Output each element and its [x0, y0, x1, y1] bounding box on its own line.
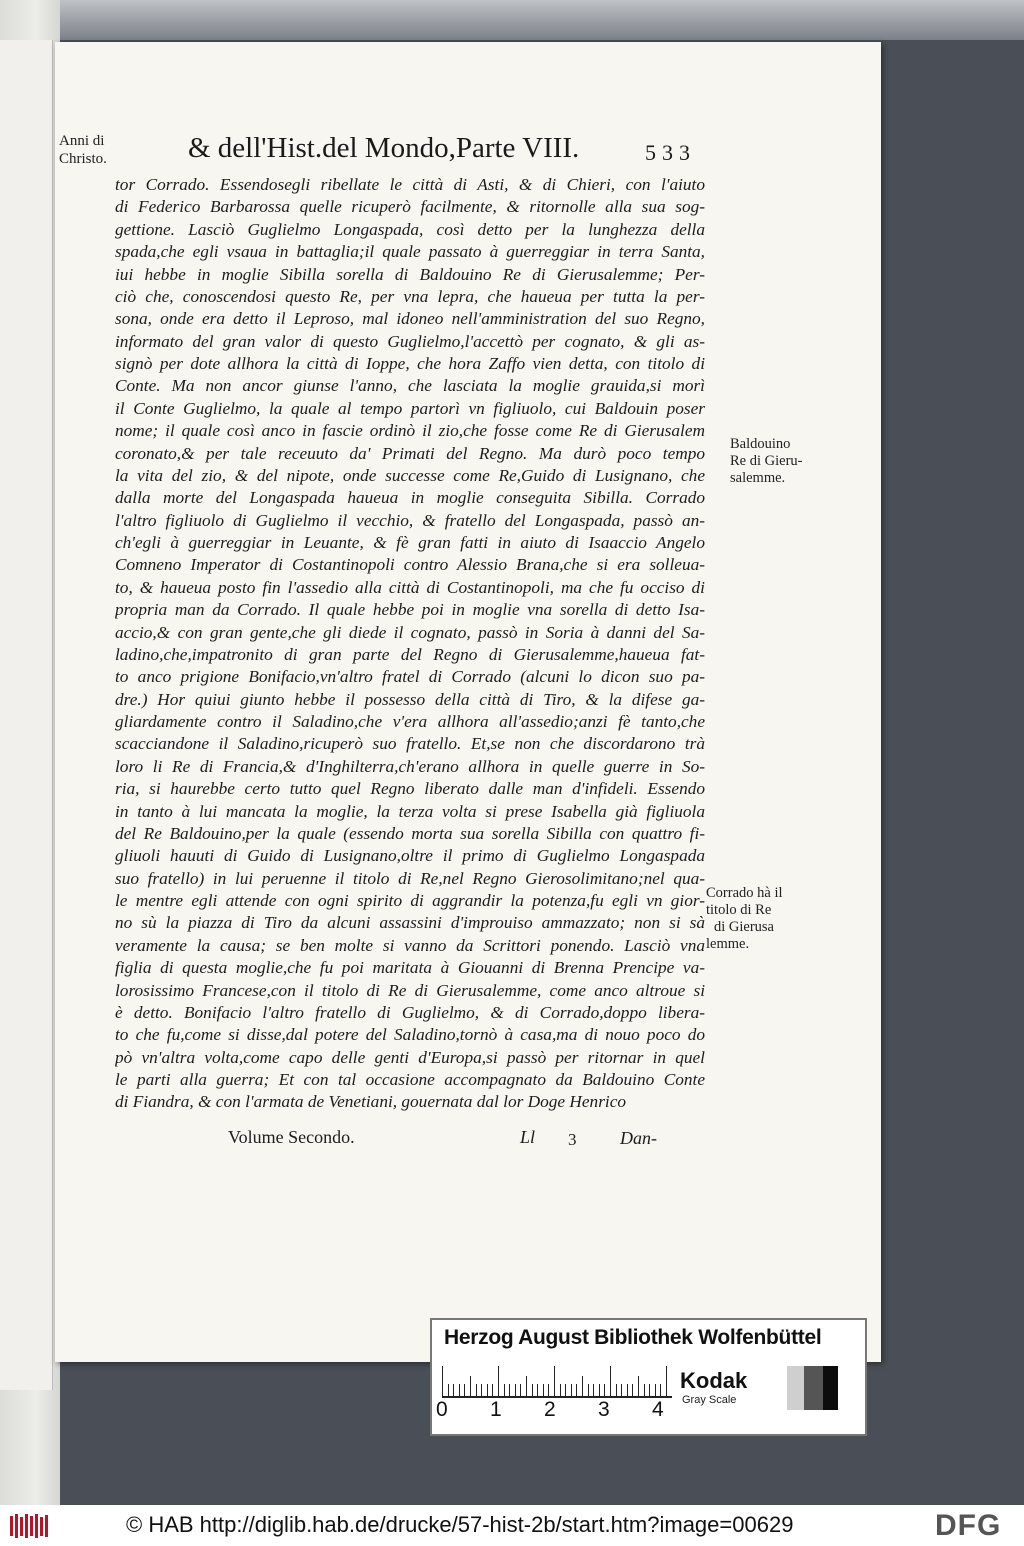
text-line: Conte. Ma non ancor giunse l'anno, che lasciata la moglie grauida,si morì — [115, 376, 705, 396]
ruler-tick — [666, 1366, 667, 1396]
text-line: l'altro figliuolo di Guglielmo il vecchio, & fratello del Longaspada, passò an- — [115, 510, 705, 530]
ruler-tick — [537, 1384, 538, 1396]
ruler-tick — [520, 1384, 521, 1396]
text-line: figlia di questa moglie,che fu poi maritata à Giouanni di Brenna Prencipe va- — [115, 958, 705, 978]
ruler-number: 1 — [490, 1398, 502, 1421]
margin-note-baldouino — [730, 436, 802, 487]
ruler-tick — [621, 1384, 622, 1396]
text-line: sona, onde era detto il Leproso, mal idoneo nell'amministration del suo Regno, — [115, 309, 705, 329]
ruler-tick — [532, 1384, 533, 1396]
ruler-number: 3 — [598, 1398, 610, 1421]
text-line: le parti alla guerra; Et con tal occasione accompagnato da Baldouino Conte — [115, 1070, 705, 1089]
text-line: scacciandone il Saladino,ricuperò suo fratello. Et,se non che discordarono trà — [115, 734, 705, 754]
margin-note-line: di Gierusa — [714, 919, 774, 935]
text-line: loro li Re di Francia,& d'Inghilterra,ch'erano allhora in quelle guerre in So- — [115, 756, 705, 776]
text-line: il Conte Guglielmo, la quale al tempo partorì vn figliuolo, cui Baldouin poser — [115, 398, 705, 418]
calibration-target — [430, 1318, 867, 1436]
book-page — [55, 42, 881, 1362]
ruler-tick — [604, 1384, 605, 1396]
text-line: le mentre egli attende con ogni spirito di aggrandir la potenza,fu egli vn gior- — [115, 891, 705, 910]
ruler-tick — [565, 1384, 566, 1396]
text-line: è detto. Bonifacio l'altro fratello di Guglielmo, & di Corrado,doppo libera- — [115, 1002, 705, 1022]
ruler-tick — [492, 1384, 493, 1396]
gray-swatch-dark — [823, 1366, 838, 1410]
text-line: lorosissimo Francese,con il titolo di Re di Gierusalemme, come anco altroue si — [115, 980, 705, 1000]
ruler-tick — [476, 1384, 477, 1396]
ruler-tick — [644, 1384, 645, 1396]
ruler-tick — [459, 1384, 460, 1396]
ruler-tick — [616, 1384, 617, 1396]
scanner-background-top — [0, 0, 1024, 40]
text-line: pò vn'altra volta,come capo delle genti d'Europa,si passò per ritornar in quel — [115, 1047, 705, 1067]
ruler-tick — [442, 1366, 443, 1396]
sidehead-line: Christo. — [59, 151, 107, 167]
sidehead-line: Anni di — [59, 133, 105, 149]
ruler-tick — [504, 1384, 505, 1396]
library-name: Herzog August Bibliothek Wolfenbüttel — [444, 1326, 822, 1349]
ruler-tick — [548, 1384, 549, 1396]
ruler-tick — [593, 1384, 594, 1396]
scale-ruler — [442, 1366, 672, 1398]
running-title: & dell'Hist.del Mondo,Parte VIII. — [188, 132, 580, 164]
ruler-tick — [655, 1384, 656, 1396]
ruler-tick — [464, 1384, 465, 1396]
text-line: Comneno Imperator di Costantinopoli contro Alessio Brana,che si era solleua- — [115, 555, 705, 575]
sidehead — [59, 132, 107, 168]
footer-signature: Ll — [520, 1127, 536, 1147]
text-line: gliardamente contro il Saladino,che v'era allhora all'assedio;anzi fè tanto,che — [115, 712, 705, 731]
text-line: la vita del zio, & del nipote, onde successe come Re,Guido di Lusignano, che — [115, 465, 705, 485]
text-line: dalla morte del Longaspada haueua in moglie conseguita Sibilla. Corrado — [115, 488, 705, 508]
text-line: in tanto à lui mancata la moglie, la terza volta si prese Isabella già figliuola — [115, 801, 705, 821]
ruler-number: 4 — [652, 1398, 664, 1421]
ruler-tick — [515, 1384, 516, 1396]
ruler-tick — [481, 1384, 482, 1396]
text-line: dre.) Hor quiui giunto hebbe il possesso della città di Tiro, & la difese ga- — [115, 689, 705, 709]
text-line: gliuoli hauuti di Guido di Lusignano,oltre il primo di Guglielmo Longaspada — [115, 846, 705, 866]
text-line: ria, si haurebbe certo tutto quel Regno liberato dalle man d'infideli. Essendo — [115, 779, 705, 799]
margin-note-line: Baldouino — [730, 436, 791, 452]
kodak-logo: Kodak — [680, 1368, 748, 1393]
ruler-number: 2 — [544, 1398, 556, 1421]
ruler-tick — [627, 1384, 628, 1396]
ruler-tick — [576, 1384, 577, 1396]
text-line: to che fu,come si disse,dal potere del Saladino,tornò à casa,ma di nouo poco do — [115, 1025, 705, 1045]
margin-note-line: Corrado hà il — [706, 885, 783, 901]
text-line: di Federico Barbarossa quelle ricuperò facilmente, & ritornolle alla sua sog- — [115, 197, 705, 217]
ruler-tick — [560, 1384, 561, 1396]
ruler-numbers — [436, 1398, 676, 1424]
ruler-tick — [487, 1384, 488, 1396]
text-line: to anco prigione Bonifacio,vn'altro fratel di Corrado (alcuni lo dicon suo pa- — [115, 667, 705, 687]
ruler-tick — [660, 1384, 661, 1396]
text-line: informato del gran valor di questo Guglielmo,l'accettò per cognato, & gli as- — [115, 331, 705, 351]
text-line: di Fiandra, & con l'armata de Venetiani, gouernata dal lor Doge Henrico — [115, 1092, 627, 1112]
dfg-logo: DFG — [935, 1509, 1002, 1542]
source-url[interactable]: © HAB http://diglib.hab.de/drucke/57-hist-2b/start.htm?image=00629 — [126, 1512, 794, 1537]
footer-catchword: Dan- — [620, 1128, 657, 1148]
ruler-tick — [526, 1376, 527, 1396]
ruler-tick — [543, 1384, 544, 1396]
gray-swatch-mid — [804, 1366, 823, 1410]
footer-volume: Volume Secondo. — [228, 1127, 355, 1147]
text-line: gettione. Lasciò Guglielmo Longaspada, così detto per la lunghezza della — [115, 219, 705, 239]
text-line: ladino,che,impatronito di gran parte del Regno di Gierusalemme,haueua fat- — [115, 644, 705, 664]
ruler-tick — [582, 1376, 583, 1396]
viewer-footer-bar — [0, 1505, 1024, 1546]
footer-signature-number: 3 — [568, 1130, 577, 1149]
text-line: ch'egli à guerreggiar in Leuante, & fè gran fatti in aiuto di Isaaccio Angelo — [115, 533, 705, 552]
margin-note-line: Re di Gieru- — [730, 453, 803, 469]
main-text-block — [115, 174, 705, 1114]
ruler-tick — [453, 1384, 454, 1396]
gray-scale-label: Gray Scale — [682, 1394, 737, 1406]
ruler-tick — [571, 1384, 572, 1396]
margin-note-line: lemme. — [706, 936, 750, 952]
ruler-number: 0 — [436, 1398, 448, 1421]
text-line: tor Corrado. Essendosegli ribellate le città di Asti, & di Chieri, con l'aiuto — [115, 175, 705, 194]
ruler-tick — [599, 1384, 600, 1396]
text-line: ciò che, conoscendosi questo Re, per vna lepra, che haueua per tutta la per- — [115, 286, 705, 306]
previous-page-edge — [0, 40, 53, 1390]
ruler-tick — [649, 1384, 650, 1396]
text-line: coronato,& per tale receuuto da' Primati del Regno. Ma durò poco tempo — [115, 443, 705, 463]
ruler-tick — [509, 1384, 510, 1396]
text-line: accio,& con gran gente,che gli diede il cognato, passò in Soria à danni del Sa- — [115, 622, 705, 642]
margin-note-line: titolo di Re — [706, 902, 772, 918]
margin-note-line: salemme. — [730, 470, 786, 486]
text-line: suo fratello) in lui peruenne il titolo di Re,nel Regno Gierosolimitano;nel qua- — [115, 868, 705, 888]
ruler-tick — [448, 1384, 449, 1396]
ruler-tick — [470, 1376, 471, 1396]
ruler-tick — [498, 1366, 499, 1396]
text-line: propria man da Corrado. Il quale hebbe poi in moglie vna sorella di detto Isa- — [115, 600, 705, 620]
text-line: spada,che egli vsaua in battaglia;il quale passato à guerreggiar in terra Santa, — [115, 242, 705, 262]
text-line: no sù la piazza di Tiro da alcuni assassini d'improuiso ammazzato; non si sà — [115, 913, 705, 933]
ruler-tick — [638, 1376, 639, 1396]
gray-swatch-light — [787, 1366, 804, 1410]
text-line: del Re Baldouino,per la quale (essendo morta sua sorella Sibilla con quattro fi- — [115, 823, 705, 843]
hab-logo-icon — [8, 1512, 50, 1540]
folio-number: 533 — [645, 140, 696, 165]
text-line: to, & haueua posto fin l'assedio alla città di Costantinopoli, ma che fu occiso di — [115, 577, 705, 597]
ruler-tick — [610, 1366, 611, 1396]
text-line: nome; il quale così anco in fascie ordinò il zio,che fosse come Re di Gierusalem — [115, 421, 705, 441]
text-line: signò per dote allhora la città di Ioppe, che hora Zaffo vien detta, con titolo di — [115, 354, 705, 373]
margin-note-corrado — [706, 885, 783, 953]
text-line: veramente la causa; se ben molte si vanno da Scrittori ponendo. Lasciò vna — [115, 935, 705, 955]
ruler-tick — [554, 1366, 555, 1396]
ruler-tick — [632, 1384, 633, 1396]
ruler-tick — [588, 1384, 589, 1396]
text-line: iui hebbe in moglie Sibilla sorella di Baldouino Re di Gierusalemme; Per- — [115, 264, 705, 284]
